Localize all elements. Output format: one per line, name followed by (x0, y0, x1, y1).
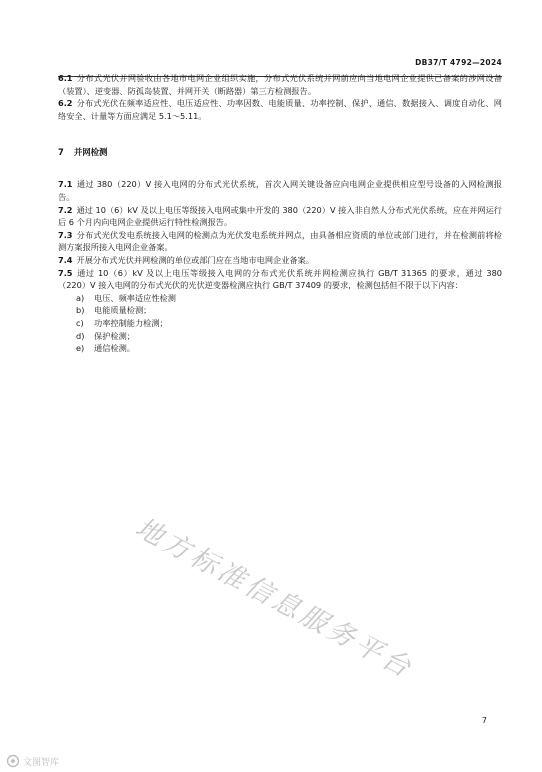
clause-7-1 (58, 178, 502, 203)
clause-text: 通过 380（220）V 接入电网的分布式光伏系统，首次入网关键设备应向电网企业提供相应型号设备的入网检测报告。 (58, 179, 502, 202)
clause-number: 7.3 (58, 229, 73, 240)
list-item (58, 292, 502, 305)
list-item-text: 功率控制能力检测； (94, 317, 168, 328)
clause-number: 7.4 (58, 254, 73, 265)
list-item-text: 电能质量检测； (94, 305, 152, 316)
list-marker: d) (76, 330, 85, 341)
watermark: 地方标准信息服务平台 (130, 512, 419, 686)
clause-number: 6.1 (58, 73, 73, 83)
list-marker: a) (76, 292, 85, 303)
clause-6-2 (58, 97, 502, 122)
list-item (58, 342, 502, 355)
clause-number: 6.2 (58, 98, 73, 109)
clause-text: 分布式光伏并网验收由各地市电网企业组织实施，分布式光伏系统并网前应向当地电网企业提供已备案的涉网设备（装置）、逆变器、防孤岛装置、并网开关（断路器）第三方检测报告。 (58, 73, 502, 96)
standard-code: DB37/T 4792—2024 (415, 58, 502, 67)
section-title: 并网检测 (73, 147, 108, 158)
list-item (58, 330, 502, 343)
list-marker: e) (76, 343, 85, 354)
clause-7-2 (58, 204, 502, 229)
document-body (58, 72, 502, 355)
list-marker: b) (76, 305, 85, 316)
clause-number: 7.2 (58, 204, 73, 215)
list-item-text: 电压、频率适应性检测 (94, 292, 176, 303)
platform-logo-icon (6, 754, 20, 768)
clause-text: 通过 10（6）kV 及以上电压等级接入电网的分布式光伏系统并网检测应执行 GB/T 31365 的要求，通过 380（220）V 接入电网的分布式光伏的光伏逆变器检测应执行 GB/T 37409 的要求，检测包括但不限于以下内容： (58, 267, 502, 291)
clause-text: 分布式光伏发电系统接入电网的检测点为光伏发电系统并网点，由具备相应资质的单位或部门进行，并在检测前将检测方案报所接入电网企业备案。 (58, 229, 502, 253)
footer-logo (6, 754, 59, 768)
clause-7-5 (58, 267, 502, 292)
detection-items-list (58, 292, 502, 355)
clause-6-1 (58, 72, 502, 97)
list-item (58, 304, 502, 317)
clause-number: 7.1 (58, 179, 73, 190)
section-heading (58, 146, 502, 158)
page-number: 7 (481, 716, 487, 725)
list-item-text: 保护检测； (94, 330, 135, 341)
clause-number: 7.5 (58, 267, 73, 278)
list-item (58, 317, 502, 330)
clause-7-4 (58, 254, 502, 267)
clause-text: 通过 10（6）kV 及以上电压等级接入电网或集中开发的 380（220）V 接入非自然人分布式光伏系统，应在并网运行后 6 个月内向电网企业提供运行特性检测报告。 (58, 204, 502, 228)
section-number: 7 (58, 147, 64, 158)
clause-text: 分布式光伏在频率适应性、电压适应性、功率因数、电能质量、功率控制、保护、通信、数据接入、调度自动化、网络安全、计量等方面应满足 5.1～5.11。 (58, 98, 502, 121)
clause-7-3 (58, 229, 502, 254)
list-marker: c) (76, 317, 84, 328)
footer-logo-text: 文图智库 (23, 757, 60, 768)
clause-text: 开展分布式光伏并网检测的单位或部门应在当地市电网企业备案。 (76, 254, 314, 265)
list-item-text: 通信检测。 (94, 343, 135, 354)
